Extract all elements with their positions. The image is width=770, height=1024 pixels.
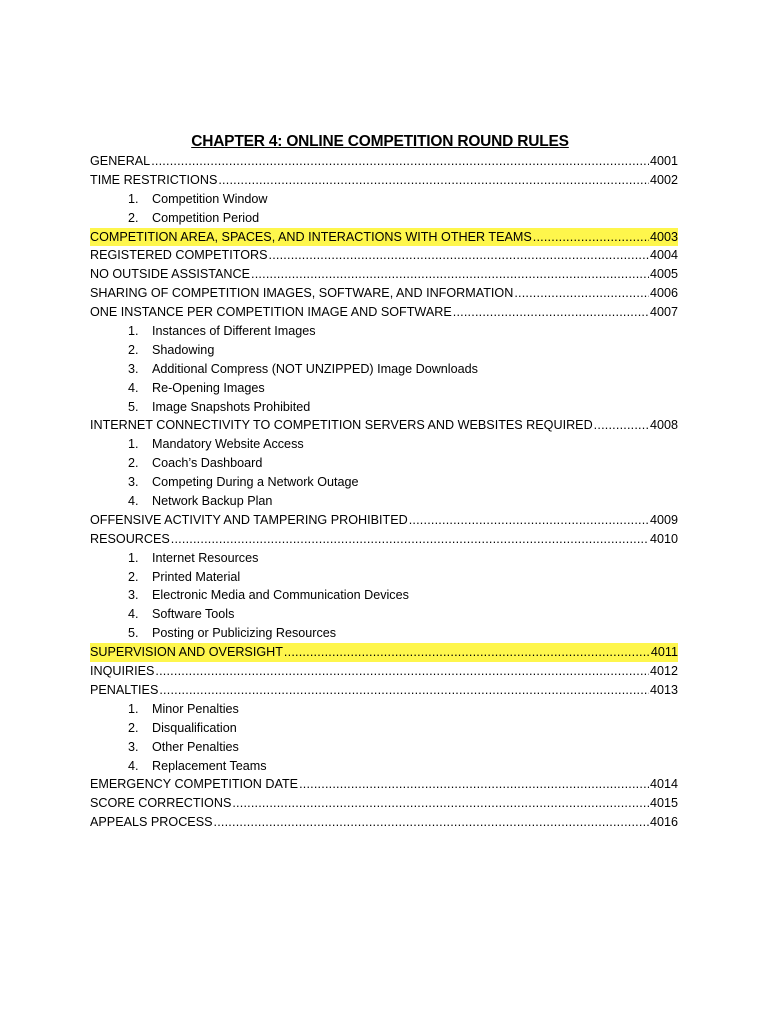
toc-subitem-number: 2. bbox=[128, 456, 139, 471]
toc-subitem bbox=[90, 700, 678, 719]
toc-subitem-number: 2. bbox=[128, 342, 139, 357]
dot-leader bbox=[514, 284, 649, 303]
toc-subitem-number: 3. bbox=[128, 739, 139, 754]
toc-entry-page: 4013 bbox=[649, 682, 678, 697]
toc-subitem-number: 1. bbox=[128, 550, 139, 565]
toc-entry[interactable] bbox=[90, 775, 678, 794]
toc-subitem-label: Minor Penalties bbox=[152, 701, 239, 716]
toc-entry-page: 4015 bbox=[649, 796, 678, 811]
toc-entry-page: 4001 bbox=[649, 154, 678, 168]
toc-entry-label: PENALTIES bbox=[90, 682, 159, 697]
toc-subitem bbox=[90, 454, 678, 473]
toc-subitem bbox=[90, 190, 678, 209]
toc-subitem bbox=[90, 492, 678, 511]
toc-subitem-label: Replacement Teams bbox=[152, 758, 267, 773]
toc-entry-label: APPEALS PROCESS bbox=[90, 815, 213, 830]
toc-entry-page: 4014 bbox=[649, 777, 678, 792]
table-of-contents bbox=[90, 152, 678, 832]
toc-subitem-number: 2. bbox=[128, 210, 139, 225]
toc-entry-page: 4007 bbox=[649, 305, 678, 320]
toc-subitem-label: Mandatory Website Access bbox=[152, 437, 304, 452]
toc-subitem-number: 3. bbox=[128, 588, 139, 603]
toc-subitem-label: Instances of Different Images bbox=[152, 324, 316, 339]
toc-entry[interactable] bbox=[90, 265, 678, 284]
toc-entry-label: INQUIRIES bbox=[90, 664, 155, 679]
toc-entry[interactable] bbox=[90, 171, 678, 190]
toc-entry-label: INTERNET CONNECTIVITY TO COMPETITION SERVERS AND WEBSITES REQUIRED bbox=[90, 418, 593, 433]
toc-subitem-label: Coach’s Dashboard bbox=[152, 456, 263, 471]
dot-leader bbox=[251, 265, 649, 284]
toc-subitem-label: Competition Window bbox=[152, 191, 268, 206]
toc-subitem bbox=[90, 322, 678, 341]
dot-leader bbox=[151, 152, 649, 171]
toc-subitem bbox=[90, 719, 678, 738]
toc-subitem-label: Re-Opening Images bbox=[152, 380, 265, 395]
dot-leader bbox=[214, 813, 649, 832]
toc-entry[interactable] bbox=[90, 813, 678, 832]
toc-entry-label: OFFENSIVE ACTIVITY AND TAMPERING PROHIBITED bbox=[90, 512, 408, 527]
toc-entry-page: 4006 bbox=[649, 286, 678, 301]
toc-entry[interactable] bbox=[90, 511, 678, 530]
toc-subitem-number: 2. bbox=[128, 569, 139, 584]
toc-subitem-number: 1. bbox=[128, 437, 139, 452]
toc-subitem-label: Shadowing bbox=[152, 342, 215, 357]
toc-subitem bbox=[90, 379, 678, 398]
toc-entry-label: SUPERVISION AND OVERSIGHT bbox=[90, 645, 283, 660]
toc-entry-label: RESOURCES bbox=[90, 531, 170, 546]
toc-entry[interactable] bbox=[90, 152, 678, 171]
toc-subitem-label: Competition Period bbox=[152, 210, 260, 225]
dot-leader bbox=[269, 246, 649, 265]
toc-subitem bbox=[90, 586, 678, 605]
dot-leader bbox=[594, 416, 649, 435]
page-title: CHAPTER 4: ONLINE COMPETITION ROUND RULES bbox=[191, 133, 569, 150]
toc-subitem-number: 4. bbox=[128, 758, 139, 773]
toc-entry[interactable] bbox=[90, 284, 678, 303]
toc-entry-page: 4010 bbox=[649, 531, 678, 546]
toc-subitem-number: 2. bbox=[128, 720, 139, 735]
toc-entry-label: NO OUTSIDE ASSISTANCE bbox=[90, 267, 251, 282]
toc-entry-page: 4003 bbox=[649, 229, 678, 244]
toc-entry[interactable] bbox=[90, 681, 678, 700]
toc-entry[interactable] bbox=[90, 416, 678, 435]
toc-subitem-label: Electronic Media and Communication Devices bbox=[152, 588, 409, 603]
toc-subitem bbox=[90, 398, 678, 417]
toc-entry-label: ONE INSTANCE PER COMPETITION IMAGE AND SOFTWARE bbox=[90, 305, 452, 320]
toc-entry-page: 4005 bbox=[649, 267, 678, 282]
toc-entry[interactable] bbox=[90, 794, 678, 813]
dot-leader bbox=[284, 643, 650, 662]
dot-leader bbox=[159, 681, 649, 700]
toc-subitem bbox=[90, 757, 678, 776]
toc-entry-label: COMPETITION AREA, SPACES, AND INTERACTIONS WITH OTHER TEAMS bbox=[90, 229, 532, 244]
toc-entry-label: SHARING OF COMPETITION IMAGES, SOFTWARE, AND INFORMATION bbox=[90, 286, 514, 301]
toc-entry-label: SCORE CORRECTIONS bbox=[90, 796, 232, 811]
toc-subitem-number: 3. bbox=[128, 361, 139, 376]
toc-subitem bbox=[90, 209, 678, 228]
toc-entry-label: TIME RESTRICTIONS bbox=[90, 172, 218, 187]
dot-leader bbox=[299, 775, 649, 794]
toc-entry-highlighted[interactable] bbox=[90, 643, 678, 662]
toc-subitem-label: Software Tools bbox=[152, 607, 235, 622]
toc-entry-label: EMERGENCY COMPETITION DATE bbox=[90, 777, 299, 792]
toc-entry-label: REGISTERED COMPETITORS bbox=[90, 248, 268, 263]
dot-leader bbox=[453, 303, 649, 322]
toc-subitem bbox=[90, 360, 678, 379]
toc-subitem-label: Network Backup Plan bbox=[152, 494, 273, 509]
toc-subitem-number: 1. bbox=[128, 324, 139, 339]
toc-entry-page: 4012 bbox=[649, 664, 678, 679]
dot-leader bbox=[409, 511, 649, 530]
dot-leader bbox=[171, 530, 649, 549]
toc-entry-page: 4008 bbox=[649, 418, 678, 433]
toc-entry-label: GENERAL bbox=[90, 154, 151, 168]
toc-subitem-label: Posting or Publicizing Resources bbox=[152, 626, 337, 641]
toc-subitem-label: Competing During a Network Outage bbox=[152, 475, 359, 490]
toc-entry[interactable] bbox=[90, 662, 678, 681]
toc-subitem-number: 4. bbox=[128, 607, 139, 622]
toc-entry-page: 4011 bbox=[650, 645, 678, 660]
toc-entry-page: 4004 bbox=[649, 248, 678, 263]
toc-subitem-label: Additional Compress (NOT UNZIPPED) Image Downloads bbox=[152, 361, 478, 376]
toc-entry-page: 4016 bbox=[649, 815, 678, 830]
toc-subitem bbox=[90, 473, 678, 492]
toc-subitem bbox=[90, 341, 678, 360]
toc-subitem-number: 1. bbox=[128, 191, 139, 206]
toc-subitem bbox=[90, 435, 678, 454]
toc-entry-page: 4002 bbox=[649, 172, 678, 187]
toc-subitem bbox=[90, 549, 678, 568]
toc-subitem-label: Image Snapshots Prohibited bbox=[152, 399, 311, 414]
dot-leader bbox=[232, 794, 649, 813]
toc-subitem-number: 5. bbox=[128, 399, 139, 414]
toc-entry-page: 4009 bbox=[649, 512, 678, 527]
toc-entry-highlighted[interactable] bbox=[90, 228, 678, 247]
dot-leader bbox=[218, 171, 649, 190]
toc-subitem-number: 4. bbox=[128, 380, 139, 395]
toc-entry[interactable] bbox=[90, 303, 678, 322]
toc-subitem-number: 5. bbox=[128, 626, 139, 641]
toc-subitem-number: 3. bbox=[128, 475, 139, 490]
toc-subitem bbox=[90, 624, 678, 643]
toc-subitem-label: Disqualification bbox=[152, 720, 237, 735]
dot-leader bbox=[155, 662, 649, 681]
toc-subitem bbox=[90, 738, 678, 757]
toc-subitem-label: Printed Material bbox=[152, 569, 241, 584]
toc-subitem bbox=[90, 605, 678, 624]
toc-entry[interactable] bbox=[90, 246, 678, 265]
toc-subitem bbox=[90, 568, 678, 587]
toc-subitem-number: 1. bbox=[128, 701, 139, 716]
toc-subitem-number: 4. bbox=[128, 494, 139, 509]
toc-entry[interactable] bbox=[90, 530, 678, 549]
toc-subitem-label: Internet Resources bbox=[152, 550, 259, 565]
toc-subitem-label: Other Penalties bbox=[152, 739, 239, 754]
dot-leader bbox=[533, 228, 649, 247]
